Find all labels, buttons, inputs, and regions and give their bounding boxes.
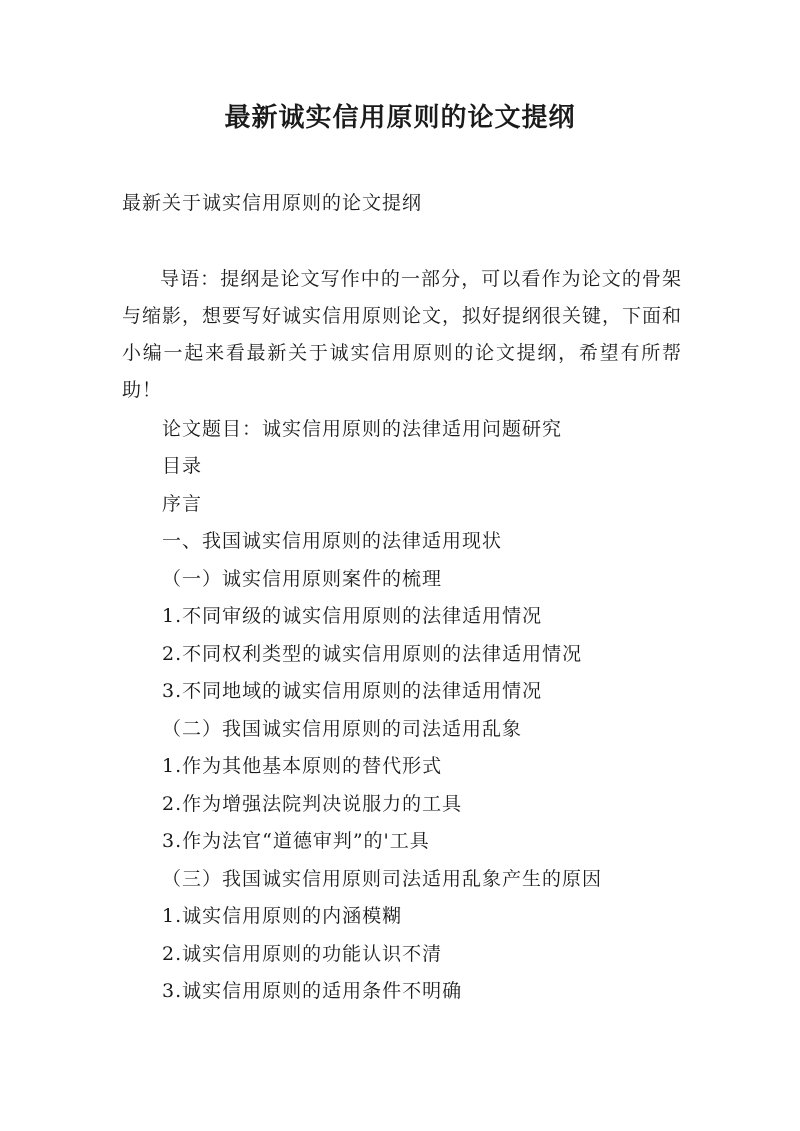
document-subtitle: 最新关于诚实信用原则的论文提纲 <box>122 192 423 214</box>
outline-item: 1.诚实信用原则的内涵模糊 <box>162 905 403 927</box>
paper-topic: 论文题目：诚实信用原则的法律适用问题研究 <box>162 418 563 440</box>
outline-item: 序言 <box>162 493 203 515</box>
outline-subsection: （三）我国诚实信用原则司法适用乱象产生的原因 <box>162 868 603 890</box>
outline-section: 一、我国诚实信用原则的法律适用现状 <box>162 530 503 552</box>
outline-item: 1.作为其他基本原则的替代形式 <box>162 755 443 777</box>
outline-item: 3.不同地域的诚实信用原则的法律适用情况 <box>162 680 543 702</box>
toc-heading: 目录 <box>162 455 203 477</box>
outline-item: 3.诚实信用原则的适用条件不明确 <box>162 980 463 1002</box>
outline-item: 3.作为法官“道德审判”的'工具 <box>162 830 430 852</box>
outline-item: 1.不同审级的诚实信用原则的法律适用情况 <box>162 605 543 627</box>
outline-subsection: （一）诚实信用原则案件的梳理 <box>162 568 443 590</box>
document-title: 最新诚实信用原则的论文提纲 <box>224 103 576 133</box>
intro-paragraph: 导语：提纲是论文写作中的一部分，可以看作为论文的骨架与缩影，想要写好诚实信用原则论文，拟好提纲很关键，下面和小编一起来看最新关于诚实信用原则的论文提纲，希望有所帮助！ <box>122 268 683 401</box>
outline-subsection: （二）我国诚实信用原则的司法适用乱象 <box>162 718 523 740</box>
outline-item: 2.诚实信用原则的功能认识不清 <box>162 943 443 965</box>
outline-item: 2.不同权利类型的诚实信用原则的法律适用情况 <box>162 643 583 665</box>
outline-item: 2.作为增强法院判决说服力的工具 <box>162 793 463 815</box>
